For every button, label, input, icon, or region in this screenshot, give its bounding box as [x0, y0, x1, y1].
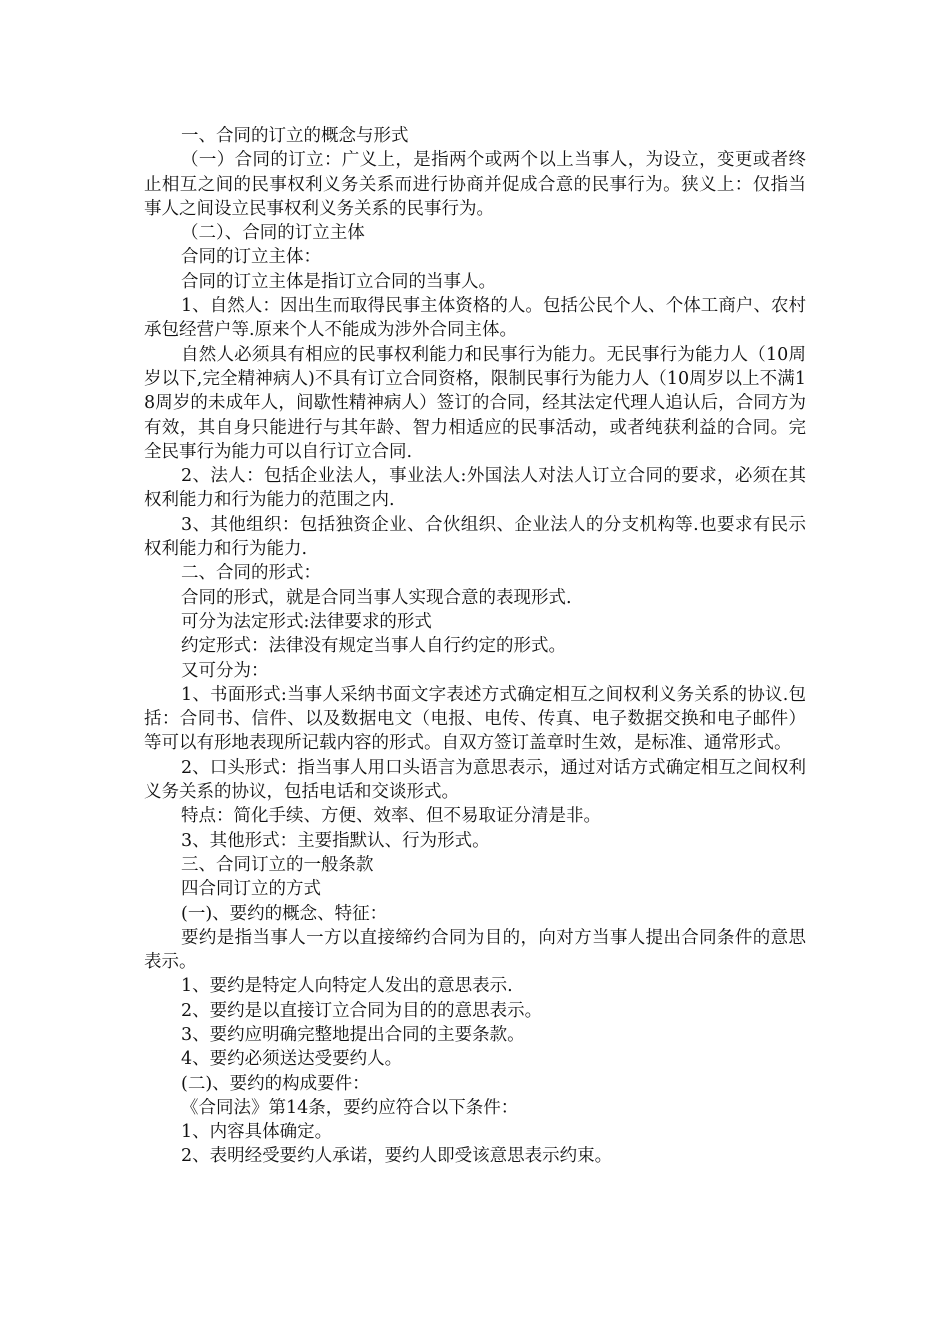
- paragraph: 自然人必须具有相应的民事权利能力和民事行为能力。无民事行为能力人（10周岁以下,完全精神病人)不具有订立合同资格，限制民事行为能力人（10周岁以上不满18周岁的未成年人，间歇性精神病人）签订的合同，经其法定代理人追认后，合同方为有效，其自身只能进行与其年龄、智力相适应的民事活动，或者纯获利益的合同。完全民事行为能力可以自行订立合同.: [144, 344, 806, 462]
- paragraph: 要约是指当事人一方以直接缔约合同为目的，向对方当事人提出合同条件的意思表示。: [144, 927, 806, 973]
- paragraph: 合同的订立主体是指订立合同的当事人。: [181, 271, 496, 292]
- paragraph: 又可分为：: [181, 660, 269, 681]
- list-item: 1、内容具体确定。: [181, 1122, 333, 1143]
- list-item: 1、书面形式:当事人采纳书面文字表述方式确定相互之间权利义务关系的协议.包括：合同书、信件、以及数据电文（电报、电传、传真、电子数据交换和电子邮件）等可以有形地表现所记载内容的形式。自双方签订盖章时生效，是标准、通常形式。: [144, 684, 806, 754]
- paragraph: 可分为法定形式:法律要求的形式: [181, 611, 432, 632]
- paragraph: 合同的形式，就是合同当事人实现合意的表现形式.: [181, 587, 572, 608]
- list-item: 1、要约是特定人向特定人发出的意思表示.: [181, 976, 513, 997]
- subheading: (一)、要约的概念、特征：: [181, 903, 388, 924]
- paragraph: 《合同法》第14条，要约应符合以下条件：: [181, 1097, 519, 1118]
- paragraph: 特点：简化手续、方便、效率、但不易取证分清是非。: [181, 806, 601, 827]
- heading-contract-formation: 一、合同的订立的概念与形式: [181, 126, 409, 146]
- list-item: 2、法人：包括企业法人，事业法人:外国法人对法人订立合同的要求，必须在其权利能力和行为能力的范围之内.: [144, 466, 806, 511]
- list-item: 2、要约是以直接订立合同为目的的意思表示。: [181, 1000, 543, 1021]
- list-item: 1、自然人：因出生而取得民事主体资格的人。包括公民个人、个体工商户、农村承包经营户等.原来个人不能成为涉外合同主体。: [144, 296, 806, 341]
- heading-contract-form: 二、合同的形式：: [181, 563, 321, 584]
- subheading: (二)、要约的构成要件：: [181, 1073, 370, 1094]
- list-item: 2、口头形式：指当事人用口头语言为意思表示，通过对话方式确定相互之间权利义务关系的协议，包括电话和交谈形式。: [144, 757, 806, 803]
- paragraph: （一）合同的订立：广义上，是指两个或两个以上当事人，为设立，变更或者终止相互之间的民事权利义务关系而进行协商并促成合意的民事行为。狭义上：仅指当事人之间设立民事权利义务关系的民事行为。: [144, 150, 806, 219]
- heading-formation-methods: 四合同订立的方式: [181, 879, 321, 900]
- paragraph: 合同的订立主体：: [181, 247, 321, 268]
- list-item: 3、要约应明确完整地提出合同的主要条款。: [181, 1024, 525, 1045]
- heading-general-terms: 三、合同订立的一般条款: [181, 854, 374, 875]
- list-item: 3、其他形式：主要指默认、行为形式。: [181, 830, 490, 851]
- list-item: 4、要约必须送达受要约人。: [181, 1049, 403, 1070]
- list-item: 3、其他组织：包括独资企业、合伙组织、企业法人的分支机构等.也要求有民示权利能力和行为能力.: [144, 514, 806, 560]
- paragraph: 约定形式：法律没有规定当事人自行约定的形式。: [181, 636, 566, 657]
- list-item: 2、表明经受要约人承诺，要约人即受该意思表示约束。: [181, 1146, 613, 1167]
- subheading: （二）、合同的订立主体: [181, 223, 365, 244]
- document-body: [144, 124, 806, 1169]
